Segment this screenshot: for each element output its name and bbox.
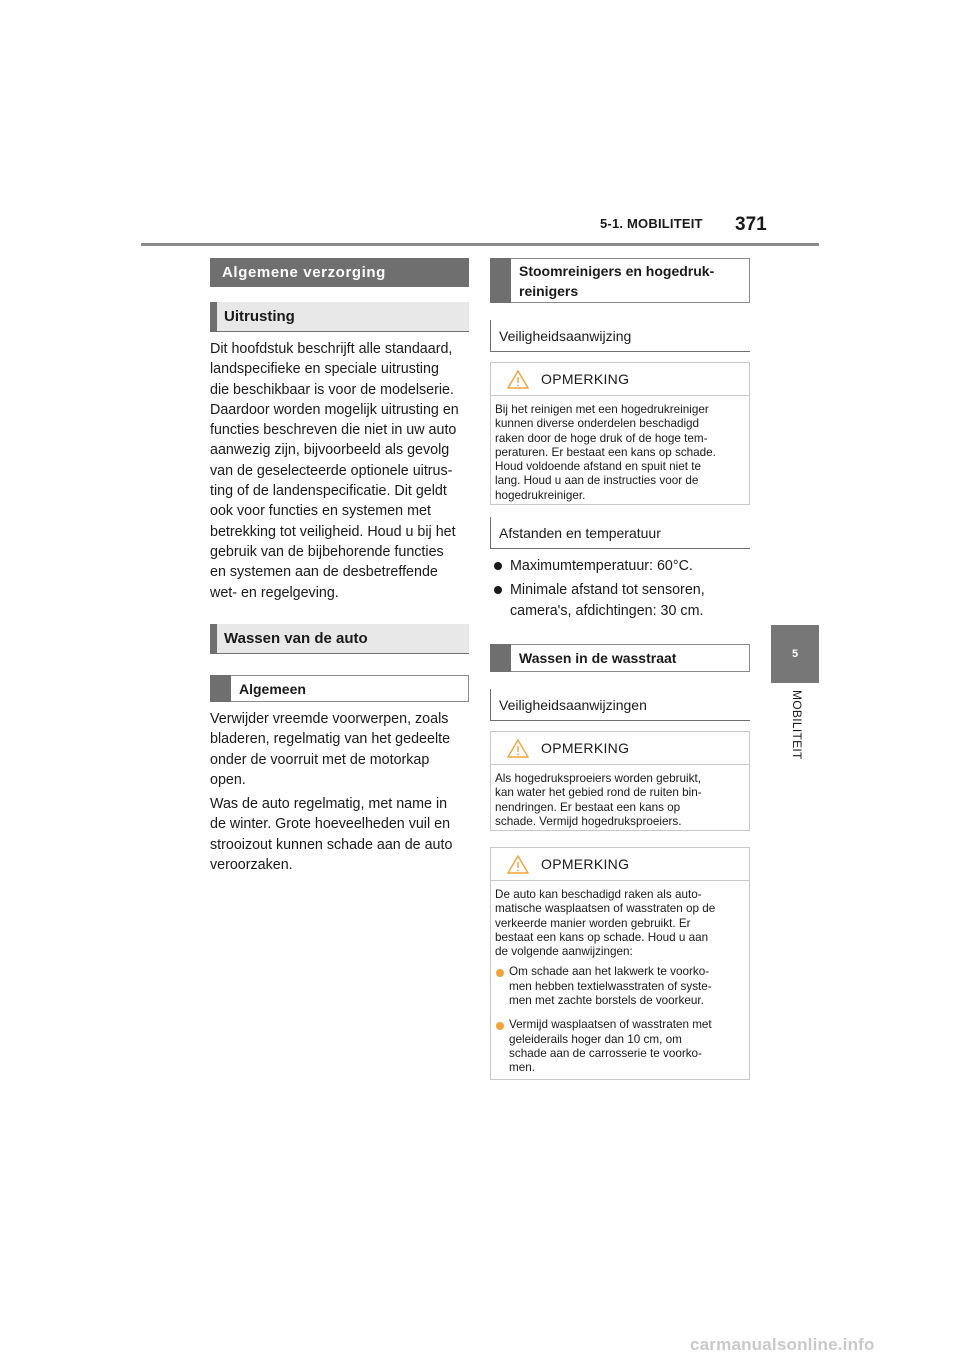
text-line: strooizout kunnen schade aan de auto xyxy=(210,836,453,853)
text-line: raken door de hoge druk of de hoge tem- xyxy=(495,431,708,445)
text-line: onder de voorruit met de motorkap xyxy=(210,751,430,768)
bullet-list-afstanden xyxy=(492,556,754,625)
text-line: schade. Vermijd hogedruksproeiers. xyxy=(495,814,682,828)
notice-list-item xyxy=(495,965,745,1008)
list-item xyxy=(492,556,754,576)
notice-box-1 xyxy=(490,362,750,505)
notice-text xyxy=(491,396,749,509)
paragraph-algemeen-1 xyxy=(210,709,472,790)
box-heading-algemeen xyxy=(210,675,469,702)
notice-label: OPMERKING xyxy=(541,856,630,872)
thin-heading-afstanden: Afstanden en temperatuur xyxy=(490,517,750,549)
text-line: bladeren, regelmatig van het gedeelte xyxy=(210,731,451,748)
text-line: men met zachte borstels de voorkeur. xyxy=(509,994,704,1008)
text-line: ook voor functies en systemen met xyxy=(210,503,431,520)
sub-heading-label: Uitrusting xyxy=(224,308,295,325)
notice-label: OPMERKING xyxy=(541,371,630,387)
text-line: veroorzaken. xyxy=(210,856,293,873)
text-line: die beschikbaar is voor de modelserie. xyxy=(210,381,454,398)
box-heading-label: Algemeen xyxy=(239,680,306,697)
list-item-text: Maximumtemperatuur: 60°C. xyxy=(510,558,693,574)
warning-triangle-icon xyxy=(507,739,529,758)
footer-watermark: carmanualsonline.info xyxy=(690,1335,875,1354)
text-line: Als hogedruksproeiers worden gebruikt, xyxy=(495,772,701,785)
list-item xyxy=(492,580,754,621)
main-heading-algemene-verzorging: Algemene verzorging xyxy=(210,258,469,287)
text-line: Vermijd wasplaatsen of wasstraten met xyxy=(509,1018,712,1032)
text-line: wet- en regelgeving. xyxy=(210,584,339,601)
notice-header xyxy=(491,732,749,765)
paragraph-algemeen-2 xyxy=(210,794,472,875)
text-line: peraturen. Er bestaat een kans op schade. xyxy=(495,445,716,459)
text-line: matische wasplaatsen of wasstraten op de xyxy=(495,902,716,916)
paragraph-uitrusting xyxy=(210,339,472,603)
text-line: functies beschreven die niet in uw auto xyxy=(210,422,457,439)
text-line: van de geselecteerde optionele uitrus- xyxy=(210,462,453,479)
page-number: 371 xyxy=(735,214,767,235)
notice-text xyxy=(491,881,749,1092)
chapter-label-text: MOBILITEIT xyxy=(790,690,804,760)
text-line: Minimale afstand tot sensoren, xyxy=(510,582,705,599)
warning-triangle-icon xyxy=(507,855,529,874)
text-line: kunnen diverse onderdelen beschadigd xyxy=(495,417,700,431)
sub-heading-label: Wassen van de auto xyxy=(224,630,368,647)
thin-heading-veiligheidsaanwijzing: Veiligheidsaanwijzing xyxy=(490,320,750,352)
notice-header xyxy=(491,363,749,396)
sub-heading-wassen-van-de-auto xyxy=(210,624,469,654)
text-line: Was de auto regelmatig, met name in xyxy=(210,796,448,812)
text-line: de winter. Grote hoeveelheden vuil en xyxy=(210,816,451,833)
text-line: reinigers xyxy=(519,282,579,299)
text-line: men. xyxy=(509,1061,535,1075)
text-line: schade aan de carrosserie te voorko- xyxy=(509,1046,702,1060)
chapter-number: 5 xyxy=(791,648,799,660)
text-line: en systemen aan de desbetreffende xyxy=(210,564,438,581)
box-heading-stoomreinigers xyxy=(490,258,750,303)
text-line: De auto kan beschadigd raken als auto- xyxy=(495,888,702,901)
text-line: camera's, afdichtingen: 30 cm. xyxy=(510,602,704,619)
text-line: lang. Houd u aan de instructies voor de xyxy=(495,474,699,488)
text-line: Dit hoofdstuk beschrijft alle standaard, xyxy=(210,341,453,357)
chapter-tab xyxy=(771,625,819,683)
text-line: nendringen. Er bestaat een kans op xyxy=(495,800,681,814)
text-line: kan water het gebied rond de ruiten bin- xyxy=(495,786,702,800)
text-line: Daardoor worden mogelijk uitrusting en xyxy=(210,401,459,418)
box-heading-wassen-in-de-wasstraat xyxy=(490,644,750,672)
text-line: Houd voldoende afstand en spuit niet te xyxy=(495,460,701,474)
text-line: open. xyxy=(210,771,246,788)
text-line: Om schade aan het lakwerk te voorko- xyxy=(509,965,710,979)
text-line: ting of de landenspecificatie. Dit geldt xyxy=(210,483,447,500)
notice-text xyxy=(491,765,749,835)
text-line: men hebben textielwasstraten of syste- xyxy=(509,979,712,993)
section-title: 5-1. MOBILITEIT xyxy=(600,216,703,231)
text-line: aanwezig zijn, bijvoorbeeld als gevolg xyxy=(210,442,450,459)
notice-box-2 xyxy=(490,731,750,831)
notice-label: OPMERKING xyxy=(541,740,630,756)
notice-list-item xyxy=(495,1018,745,1075)
text-line: Stoomreinigers en hogedruk- xyxy=(519,262,715,279)
notice-box-3 xyxy=(490,847,750,1080)
text-line: gebruik van de bijbehorende functies xyxy=(210,543,444,560)
box-heading-label: Wassen in de wasstraat xyxy=(519,650,677,666)
sub-heading-uitrusting xyxy=(210,302,469,332)
text-line: Verwijder vreemde voorwerpen, zoals xyxy=(210,711,449,727)
text-line: Bij het reinigen met een hogedrukreiniger xyxy=(495,403,709,416)
notice-header xyxy=(491,848,749,881)
text-line: verkeerde manier worden gebruikt. Er xyxy=(495,916,691,930)
text-line: landspecifieke en speciale uitrusting xyxy=(210,361,439,378)
chapter-label xyxy=(784,690,806,800)
text-line: bestaat een kans op schade. Houd u aan xyxy=(495,930,709,944)
warning-triangle-icon xyxy=(507,370,529,389)
box-heading-label xyxy=(519,261,714,301)
text-line: hogedrukreiniger. xyxy=(495,488,586,502)
text-line: betrekking tot veiligheid. Houd u bij het xyxy=(210,523,456,540)
text-line: de volgende aanwijzingen: xyxy=(495,945,633,959)
header-divider xyxy=(141,243,819,246)
text-line: geleiderails hoger dan 10 cm, om xyxy=(509,1032,682,1046)
thin-heading-veiligheidsaanwijzingen: Veiligheidsaanwijzingen xyxy=(490,689,750,721)
